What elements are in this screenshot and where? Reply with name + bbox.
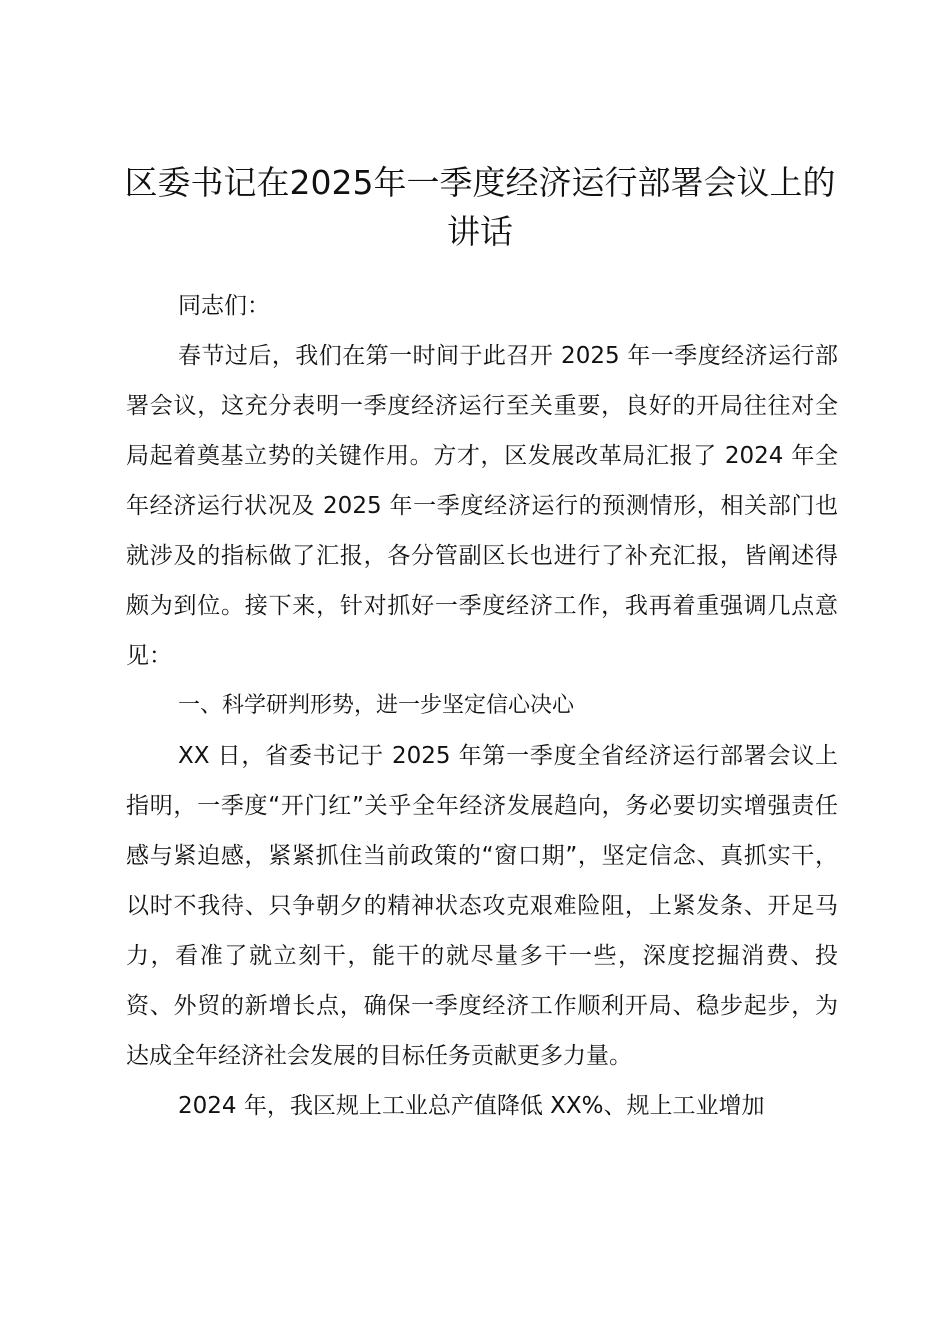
section-paragraph-2: 2024 年，我区规上工业总产值降低 XX%、规上工业增加 xyxy=(178,1093,765,1119)
document-body xyxy=(126,281,838,1131)
salutation: 同志们： xyxy=(178,293,270,319)
section-paragraph-1: XX 日，省委书记于 2025 年第一季度全省经济运行部署会议上指明，一季度“开门红”关乎全年经济发展趋向，务必要切实增强责任感与紧迫感，紧紧抓住当前政策的“窗口期”，坚定信念、真抓实干，以时不我待、只争朝夕的精神状态攻克艰难险阻，上紧发条、开足马力，看准了就立刻干，能干的就尽量多干一些，深度挖掘消费、投资、外贸的新增长点，确保一季度经济工作顺利开局、稳步起步，为达成全年经济社会发展的目标任务贡献更多力量。 xyxy=(126,743,838,1069)
opening-paragraph: 春节过后，我们在第一时间于此召开 2025 年一季度经济运行部署会议，这充分表明一季度经济运行至关重要，良好的开局往往对全局起着奠基立势的关键作用。方才，区发展改革局汇报了 2024 年全年经济运行状况及 2025 年一季度经济运行的预测情形，相关部门也就涉及的指标做了汇报，各分管副区长也进行了补充汇报，皆阐述得颇为到位。接下来，针对抓好一季度经济工作，我再着重强调几点意见： xyxy=(126,343,838,669)
document-title: 区委书记在2025年一季度经济运行部署会议上的讲话 xyxy=(124,163,836,251)
section-heading: 一、科学研判形势，进一步坚定信心决心 xyxy=(178,693,575,718)
